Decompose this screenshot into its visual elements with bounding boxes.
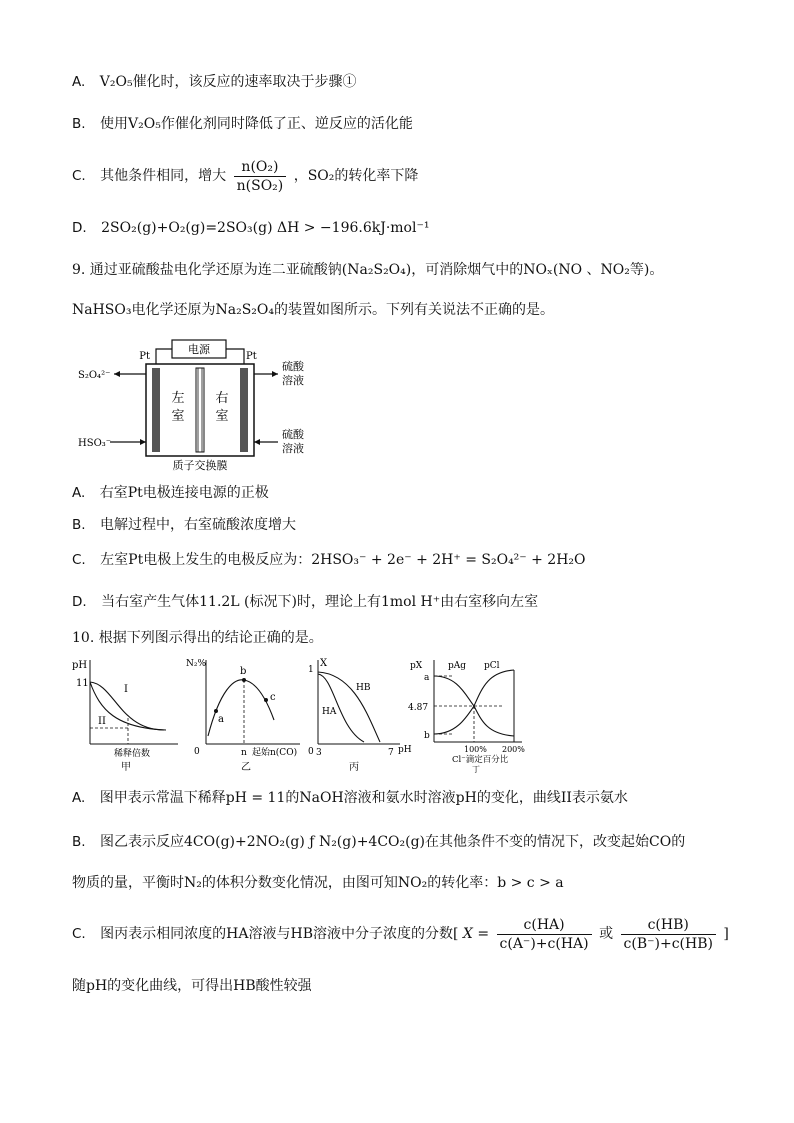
option-text: V₂O₅催化时，该反应的速率取决于步骤① [99,74,357,90]
option-text: 其他条件相同，增大 [100,168,227,184]
membrane-label: 质子交换膜 [172,459,228,472]
option-label: B. [72,116,86,132]
q10-option-b-line2: 物质的量，平衡时N₂的体积分数变化情况，由图可知NO₂的转化率：b > c > a [72,875,564,891]
point-b-label: b [240,666,247,677]
option-label: A. [72,74,86,90]
fraction-denominator: c(A⁻)+c(HA) [499,935,589,952]
x-equals: X = [462,926,490,942]
right-room-label-1: 右 [215,391,229,406]
pt-right-label: Pt [246,351,257,362]
graph-caption: 丙 [349,762,359,773]
wire-right [226,349,244,364]
hb-label: HB [356,683,371,693]
option-text: 电解过程中，右室硫酸浓度增大 [100,517,297,533]
curve-pcl [434,670,514,734]
x-tick-7: 7 [388,748,394,758]
acid-label-2b: 溶液 [282,442,304,455]
y-axis-label: pX [410,661,423,671]
point-b [242,678,246,682]
left-room-label-2: 室 [171,409,185,424]
option-text: 当右室产生气体11.2L (标况下)时，理论上有1mol H⁺由右室移向左室 [101,594,539,610]
option-label: C. [72,168,86,184]
y-tick-a: a [424,673,430,683]
x-axis-label: 稀释倍数 [114,749,151,759]
option-text: 右室Pt电极连接电源的正极 [99,485,269,501]
fraction-denominator: n(SO₂) [236,177,284,194]
q8-option-d [72,218,429,238]
fraction-numerator: n(O₂) [234,158,287,177]
n2-curve [208,680,274,736]
q9-option-d [72,592,538,612]
x-tick-n: n [241,748,247,758]
option-text: 图丙表示相同浓度的HA溶液与HB溶液中分子浓度的分数[ [100,926,459,942]
close-bracket: ] [723,926,729,942]
left-room-label-1: 左 [171,391,185,406]
option-label: D. [72,594,87,610]
graph-caption: 甲 [121,762,131,773]
graph-ding [406,656,534,774]
q8-option-c [72,154,418,198]
fraction-ha [497,916,592,953]
graph-caption: 丁 [472,765,480,774]
fraction-numerator: c(HB) [621,916,716,935]
electrolysis-cell-diagram [74,338,324,474]
y-axis-label: X [320,658,328,669]
q10-stem: 10. 根据下列图示得出的结论正确的是。 [72,630,323,646]
point-a-label: a [218,714,224,725]
wire-left [156,349,172,364]
q10-option-a [72,788,628,808]
fraction [234,158,287,195]
graph-caption: 乙 [241,762,251,773]
option-text-suffix: ，SO₂的转化率下降 [293,168,419,184]
left-outlet-label: S₂O₄²⁻ [78,370,111,381]
option-text: 左室Pt电极上发生的电极反应为：2HSO₃⁻ + 2e⁻ + 2H⁺ = S₂O₄²⁻ + 2H₂O [100,552,586,568]
fraction-numerator: c(HA) [497,916,592,935]
y-tick-b: b [424,731,430,741]
y-tick-487: 4.87 [408,703,429,713]
graph-bing [304,656,414,774]
q9-stem-line2: NaHSO₃电化学还原为Na₂S₂O₄的装置如图所示。下列有关说法不正确的是。 [72,302,554,318]
pcl-label: pCl [484,661,500,671]
q8-option-a [72,72,357,92]
x-axis-label: Cl⁻滴定百分比 [452,755,509,765]
curve-i-label: I [124,684,128,695]
option-text: 2SO₂(g)+O₂(g)=2SO₃(g) ΔH > −196.6kJ·mol⁻¹ [101,220,430,236]
acid-label-1a: 硫酸 [282,360,304,373]
graph-yi [186,656,304,774]
option-label: A. [72,485,86,501]
option-text: 使用V₂O₅作催化剂同时降低了正、逆反应的活化能 [100,116,413,132]
fraction-hb [621,916,716,953]
q10-option-b-line1 [72,832,685,852]
acid-label-1b: 溶液 [282,374,304,387]
x-tick-3: 3 [316,748,322,758]
y-axis-label: N₂% [186,659,207,669]
q9-option-c [72,550,586,570]
x-tick-100: 100% [464,745,487,754]
q8-option-b [72,114,413,134]
power-label: 电源 [188,343,210,356]
point-c [264,698,268,702]
option-label: D. [72,220,87,236]
y-axis-label: pH [72,660,88,671]
ha-label: HA [322,707,337,717]
q9-option-b [72,515,296,535]
option-label: B. [72,517,86,533]
y-tick-11: 11 [76,678,89,689]
pt-electrode-right [240,368,248,452]
x-axis-label: pH [398,745,412,755]
pag-label: pAg [448,661,467,671]
curve-ii-label: II [98,716,106,727]
option-text: 图乙表示反应4CO(g)+2NO₂(g) ƒ N₂(g)+4CO₂(g)在其他条件不变的情况下，改变起始CO的 [100,834,686,850]
option-label: A. [72,790,86,806]
right-room-label-2: 室 [215,409,229,424]
left-inlet-label: HSO₃⁻ [78,438,112,449]
option-label: C. [72,552,86,568]
option-text: 图甲表示常温下稀释pH = 11的NaOH溶液和氨水时溶液pH的变化，曲线II表示氨水 [99,790,628,806]
option-label: B. [72,834,86,850]
x-axis-label: 起始n(CO) [252,748,298,758]
fraction-denominator: c(B⁻)+c(HB) [623,935,713,952]
x-tick-200: 200% [502,745,525,754]
origin-label: 0 [194,747,200,757]
option-label: C. [72,926,86,942]
pt-left-label: Pt [139,351,150,362]
or-text: 或 [599,926,614,942]
origin-label: 0 [308,747,314,757]
acid-label-2a: 硫酸 [282,428,304,441]
cell-body [146,364,254,456]
q9-stem-line1: 9. 通过亚硫酸盐电化学还原为连二亚硫酸钠(Na₂S₂O₄)，可消除烟气中的NOₓ(NO 、NO₂等)。 [72,262,664,278]
graph-jia [70,656,182,774]
pt-electrode-left [152,368,160,452]
point-a [214,709,218,713]
q10-option-c-line2: 随pH的变化曲线，可得出HB酸性较强 [72,978,312,994]
q10-option-c-line1 [72,906,729,962]
q9-option-a [72,483,269,503]
point-c-label: c [270,692,276,703]
y-tick-1: 1 [308,665,314,675]
